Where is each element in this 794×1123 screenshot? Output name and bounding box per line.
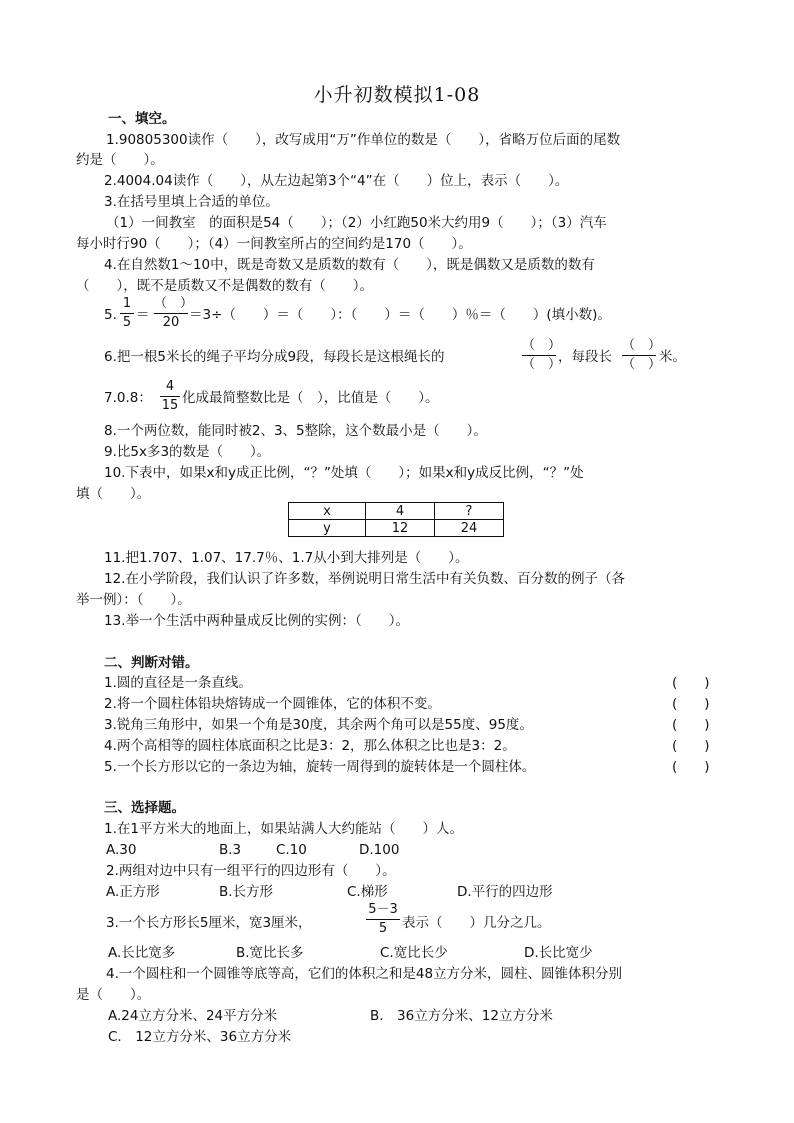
section-heading-choice: 三、选择题。 [104,800,185,816]
choice-option: B.长方形 [219,884,274,900]
choice-option: A.30 [106,842,137,858]
choice-option: A.长比宽多 [108,945,176,961]
question-3-line-2: 每小时行90（ ）；（4）一间教室所占的空间约是170（ ）。 [76,236,472,252]
fraction-bar [622,355,656,356]
choice-question-1: 1.在1平方米大的地面上，如果站满人大约能站（ ）人。 [104,821,463,837]
question-10-line-2: 填（ ）。 [76,486,151,502]
choice-option: D.平行的四边形 [457,884,553,900]
fraction-denominator: 5 [122,315,132,330]
fraction-numerator: （ ） [154,296,194,311]
question-10-line-1: 10.下表中，如果x和y成正比例，“？”处填（ ）；如果x和y成反比例，“？”处 [104,465,584,481]
page-title: 小升初数模拟1-08 [313,84,481,106]
fraction-bar [160,396,180,397]
question-4-line-2: （ ），既不是质数又不是偶数的数有（ ）。 [76,278,373,294]
table-cell: 12 [366,520,435,537]
table-cell: 24 [435,520,504,537]
question-3-line-1: （1）一间教室 的面积是54（ ）；（2）小红跑50米大约用9（ ）；（3）汽车 [106,215,607,231]
answer-paren: ( ) [672,675,710,691]
question-5-rest: ＝3÷（ ）＝（ ）：（ ）＝（ ）％＝（ ）(填小数)。 [189,307,611,323]
judge-item-4: 4.两个高相等的圆柱体底面积之比是3：2，那么体积之比也是3：2。 [104,738,516,754]
question-9: 9.比5x多3的数是（ ）。 [104,444,271,460]
question-6-end: 米。 [659,349,686,365]
fraction-numerator: 1 [122,296,132,311]
question-5-equals: ＝ [136,307,150,323]
question-1-line-1: 1.90805300读作（ ），改写成用“万”作单位的数是（ ），省略万位后面的尾数 [106,132,621,148]
choice-option: C.10 [276,842,307,858]
table-cell: 4 [366,503,435,520]
choice-option: C.梯形 [347,884,388,900]
judge-item-1: 1.圆的直径是一条直线。 [104,675,252,691]
question-11: 11.把1.707、1.07、17.7％、1.7从小到大排列是（ ）。 [104,550,469,566]
fraction-bar [154,313,188,314]
choice-option: B. 36立方分米、12立方分米 [370,1008,553,1024]
question-5-fraction-2 [154,296,194,331]
question-12-line-2: 举一例）：（ ）。 [76,592,191,608]
judge-item-5: 5.一个长方形以它的一条边为轴，旋转一周得到的旋转体是一个圆柱体。 [104,759,536,775]
table-row [289,503,504,520]
question-6-mid: ，每段长 [558,349,612,365]
question-7-rest: 化成最简整数比是（ ），比值是（ ）。 [182,390,439,406]
choice-question-3-end: 表示（ ）几分之几。 [402,915,551,931]
choice-option: D.长比宽少 [524,945,593,961]
question-7-fraction [160,379,180,414]
fraction-numerator: 4 [165,379,175,394]
choice-option: C.宽比长少 [380,945,448,961]
question-2: 2.4004.04读作（ ），从左边起第3个“4”在（ ）位上，表示（ ）。 [104,173,569,189]
fraction-denominator: 15 [161,398,179,413]
question-1-line-2: 约是（ ）。 [76,152,164,168]
question-12-line-1: 12.在小学阶段，我们认识了许多数，举例说明日常生活中有关负数、百分数的例子（各 [104,571,625,587]
fraction-numerator: （ ） [522,338,562,353]
question-8: 8.一个两位数，能同时被2、3、5整除，这个数最小是（ ）。 [104,423,487,439]
section-heading-fill-blank: 一、填空。 [108,111,176,127]
fraction-bar [120,313,134,314]
fraction-denominator: 20 [162,315,180,330]
question-4-line-1: 4.在自然数1～10中，既是奇数又是质数的数有（ ），既是偶数又是质数的数有 [104,257,595,273]
choice-option: A.24立方分米、24平方分米 [108,1008,278,1024]
xy-table [288,502,504,537]
fraction-denominator: 5 [378,921,388,936]
choice-question-4-line-2: 是（ ）。 [76,987,151,1003]
judge-item-3: 3.锐角三角形中，如果一个角是30度，其余两个角可以是55度、95度。 [104,717,533,733]
choice-option: A.正方形 [106,884,160,900]
table-cell: y [289,520,366,537]
answer-paren: ( ) [672,738,710,754]
fraction-numerator: （ ） [622,338,662,353]
answer-paren: ( ) [672,696,710,712]
choice-option: D.100 [359,842,400,858]
question-13: 13.举一个生活中两种量成反比例的实例：（ ）。 [104,613,409,629]
fraction-bar [366,919,400,920]
question-5-number: 5. [104,307,117,323]
question-3-fraction [366,902,400,937]
choice-question-4-line-1: 4.一个圆柱和一个圆锥等底等高，它们的体积之和是48立方分米，圆柱、圆锥体积分别 [106,966,623,982]
question-7-start: 7.0.8： [104,390,152,406]
question-3: 3.在括号里填上合适的单位。 [104,194,279,210]
fraction-denominator: （ ） [622,357,662,372]
question-6: 6.把一根5米长的绳子平均分成9段，每段长是这根绳长的 [104,349,445,365]
fraction-bar [522,355,556,356]
question-6-fraction-1 [522,338,562,373]
fraction-numerator: 5－3 [368,902,398,917]
question-5-fraction-1 [120,296,134,331]
choice-option: B.宽比长多 [236,945,304,961]
fraction-denominator: （ ） [522,357,562,372]
table-row [289,520,504,537]
answer-paren: ( ) [672,759,710,775]
choice-question-2: 2.两组对边中只有一组平行的四边形有（ ）。 [106,863,396,879]
table-cell: ? [435,503,504,520]
table-cell: x [289,503,366,520]
choice-option: B.3 [219,842,242,858]
answer-paren: ( ) [672,717,710,733]
choice-option: C. 12立方分米、36立方分米 [108,1029,292,1045]
judge-item-2: 2.将一个圆柱体铅块熔铸成一个圆锥体，它的体积不变。 [104,696,441,712]
section-heading-true-false: 二、判断对错。 [104,655,199,671]
question-6-fraction-2 [622,338,662,373]
choice-question-3-start: 3.一个长方形长5厘米，宽3厘米， [106,915,312,931]
